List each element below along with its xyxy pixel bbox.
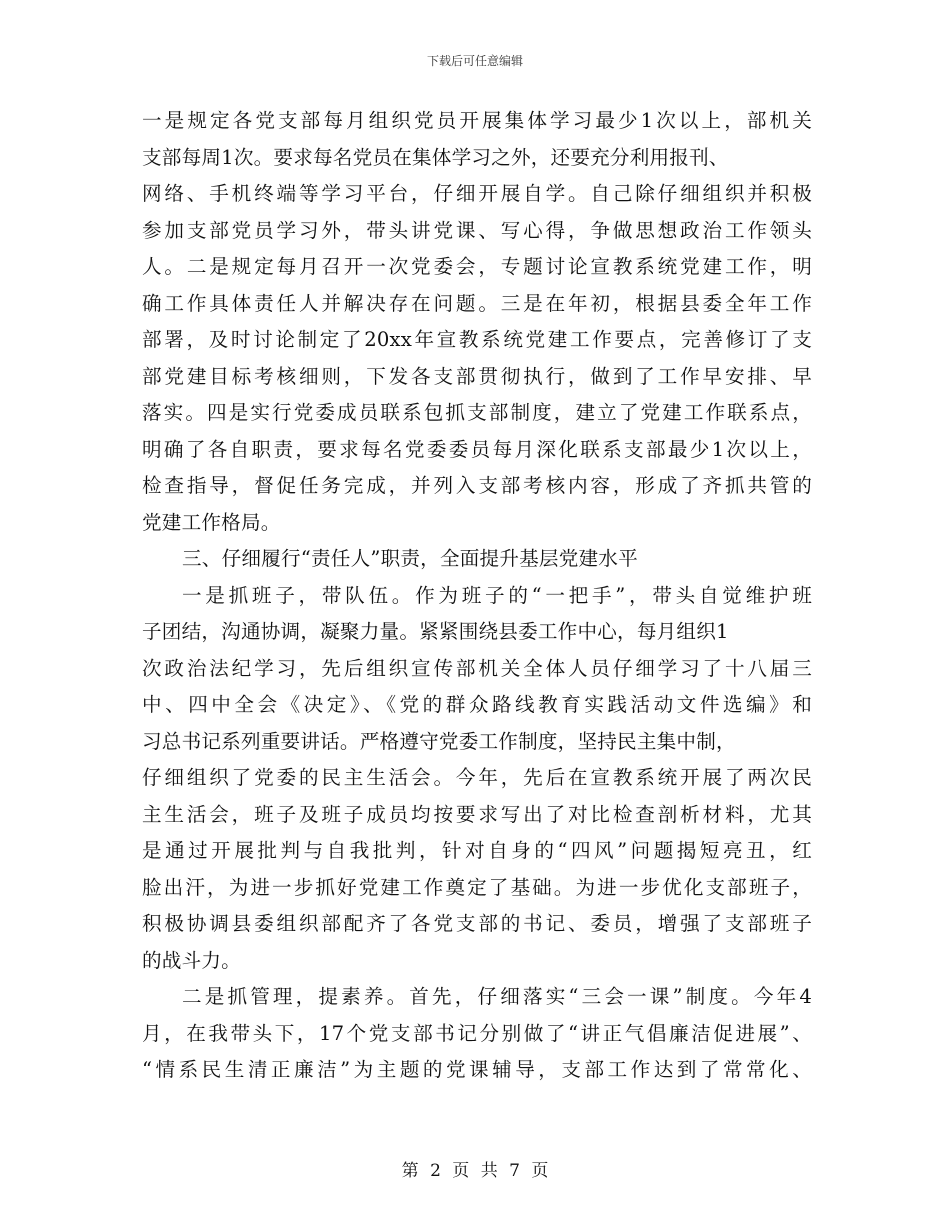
body-text (142, 103, 812, 1089)
text-line: 落实。四是实行党委成员联系包抓支部制度，建立了党建工作联系点， (142, 401, 812, 424)
page-header: 下载后可任意编辑 (426, 54, 523, 68)
text-line: 积极协调县委组织部配齐了各党支部的书记、委员，增强了支部班子 (142, 912, 812, 935)
text-line: 子团结，沟通协调，凝聚力量。紧紧围绕县委工作中心，每月组织1 (142, 620, 729, 643)
text-line: 三、仔细履行“责任人”职责，全面提升基层党建水平 (182, 547, 638, 570)
text-line: 部党建目标考核细则，下发各支部贯彻执行，做到了工作早安排、早 (142, 364, 812, 388)
page-footer: 第 2 页 共 7 页 (401, 1161, 549, 1181)
text-line: 检查指导，督促任务完成，并列入支部考核内容，形成了齐抓共管的 (142, 474, 812, 497)
text-line: 中、四中全会《决定》、《党的群众路线教育实践活动文件选编》和 (142, 693, 812, 716)
text-line: 二是抓管理，提素养。首先，仔细落实“三会一课”制度。今年4 (182, 985, 812, 1008)
text-line: 一是抓班子，带队伍。作为班子的“一把手”，带头自觉维护班 (182, 583, 812, 607)
text-line: 明确了各自职责，要求每名党委委员每月深化联系支部最少1次以上， (142, 437, 812, 461)
text-line: 习总书记系列重要讲话。严格遵守党委工作制度，坚持民主集中制， (142, 729, 736, 753)
text-line: 网络、手机终端等学习平台，仔细开展自学。自己除仔细组织并积极 (142, 182, 812, 205)
text-line: 仔细组织了党委的民主生活会。今年，先后在宣教系统开展了两次民 (142, 766, 812, 789)
text-line: 确工作具体责任人并解决存在问题。三是在年初，根据县委全年工作 (142, 291, 812, 315)
text-line: 是通过开展批判与自我批判，针对自身的“四风”问题揭短亮丑，红 (142, 839, 812, 862)
text-line: “情系民生清正廉洁”为主题的党课辅导，支部工作达到了常常化、 (142, 1058, 812, 1081)
text-line: 部署，及时讨论制定了20xx年宣教系统党建工作要点，完善修订了支 (142, 328, 812, 351)
text-line: 党建工作格局。 (142, 510, 281, 534)
text-line: 的战斗力。 (142, 948, 241, 972)
text-line: 主生活会，班子及班子成员均按要求写出了对比检查剖析材料，尤其 (142, 802, 812, 826)
text-line: 次政治法纪学习，先后组织宣传部机关全体人员仔细学习了十八届三 (142, 656, 812, 680)
text-line: 一是规定各党支部每月组织党员开展集体学习最少1次以上，部机关 (142, 109, 812, 132)
text-line: 脸出汗，为进一步抓好党建工作奠定了基础。为进一步优化支部班子， (142, 875, 812, 899)
text-line: 参加支部党员学习外，带头讲党课、写心得，争做思想政治工作领头 (142, 218, 812, 242)
text-line: 支部每周1次。要求每名党员在集体学习之外，还要充分利用报刊、 (142, 145, 729, 169)
text-line: 月，在我带头下，17个党支部书记分别做了“讲正气倡廉洁促进展”、 (142, 1021, 812, 1045)
text-line: 人。二是规定每月召开一次党委会，专题讨论宣教系统党建工作，明 (142, 255, 812, 278)
